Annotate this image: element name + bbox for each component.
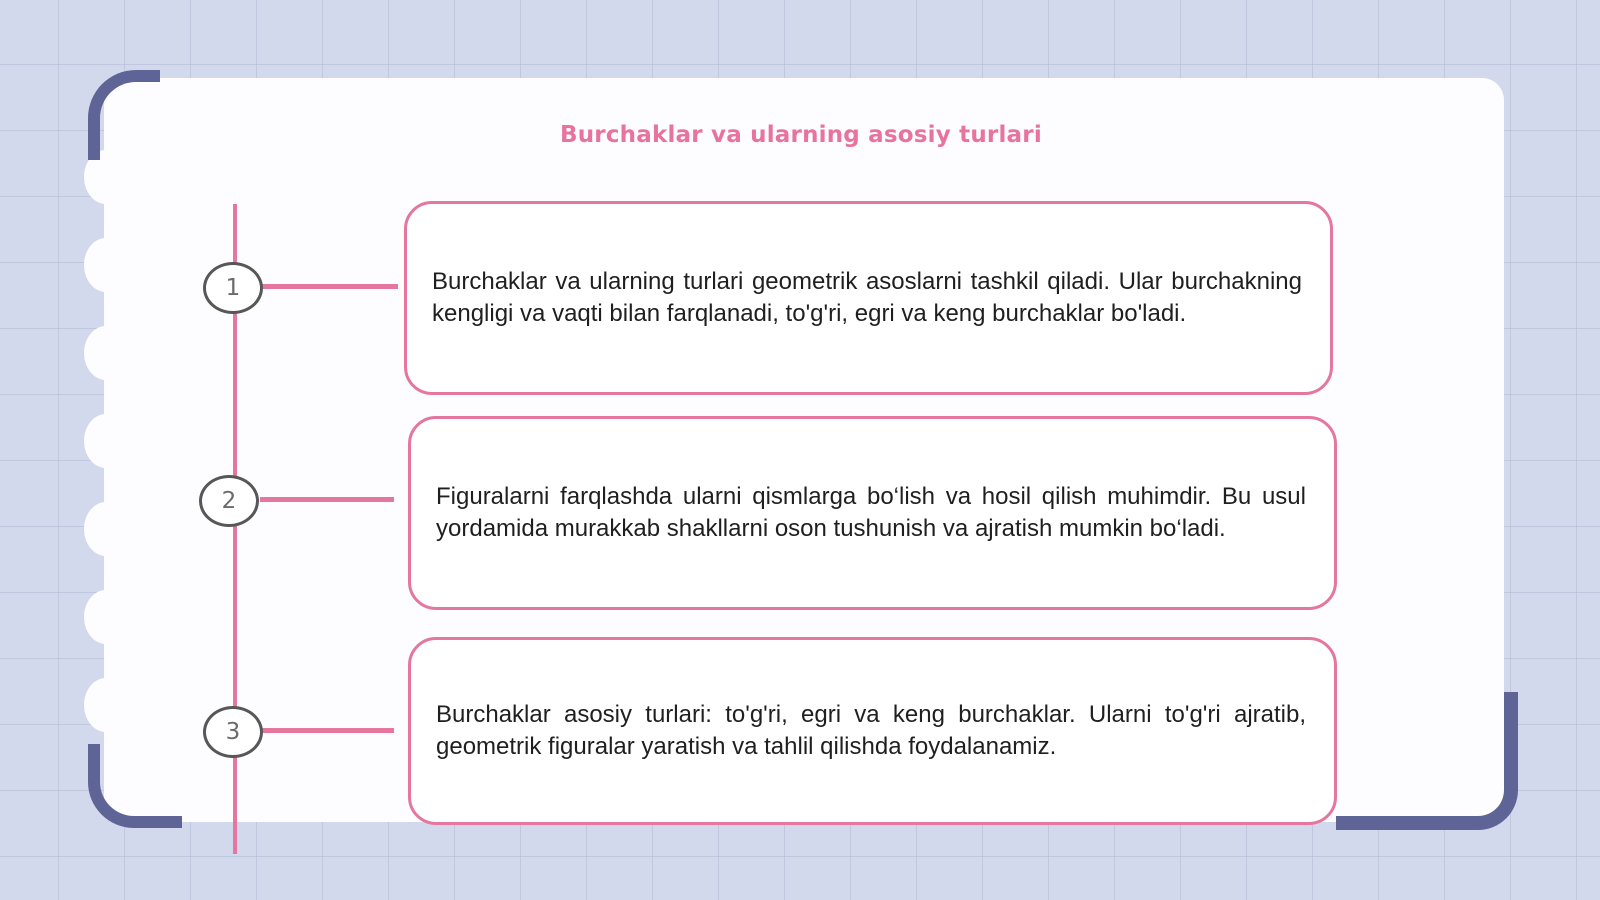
slide-title: Burchaklar va ularning asosiy turlari <box>560 122 1042 148</box>
step-card-2 <box>408 416 1337 610</box>
step-number-3: 3 <box>203 706 263 758</box>
step-text-1: Burchaklar va ularning turlari geometrik asoslarni tashkil qiladi. Ular burchakning kengligi va vaqti bilan farqlanadi, to'g'ri, egri va keng burchaklar bo'ladi. <box>432 268 1302 327</box>
timeline-connector-2 <box>260 497 394 502</box>
timeline-connector-3 <box>262 728 394 733</box>
timeline-connector-1 <box>262 284 398 289</box>
step-text-3: Burchaklar asosiy turlari: to'g'ri, egri va keng burchaklar. Ularni to'g'ri ajratib, geometrik figuralar yaratish va tahlil qilishda foydalanamiz. <box>436 701 1306 760</box>
frame-corner-bottom-right <box>1336 692 1518 830</box>
step-card-1 <box>404 201 1333 395</box>
step-card-3 <box>408 637 1337 825</box>
frame-corner-bottom-left <box>88 744 182 828</box>
step-text-2: Figuralarni farqlashda ularni qismlarga bo‘lish va hosil qilish muhimdir. Bu usul yordamida murakkab shakllarni oson tushunish va ajratish mumkin bo‘ladi. <box>436 483 1306 542</box>
step-number-2: 2 <box>199 475 259 527</box>
step-number-1: 1 <box>203 262 263 314</box>
